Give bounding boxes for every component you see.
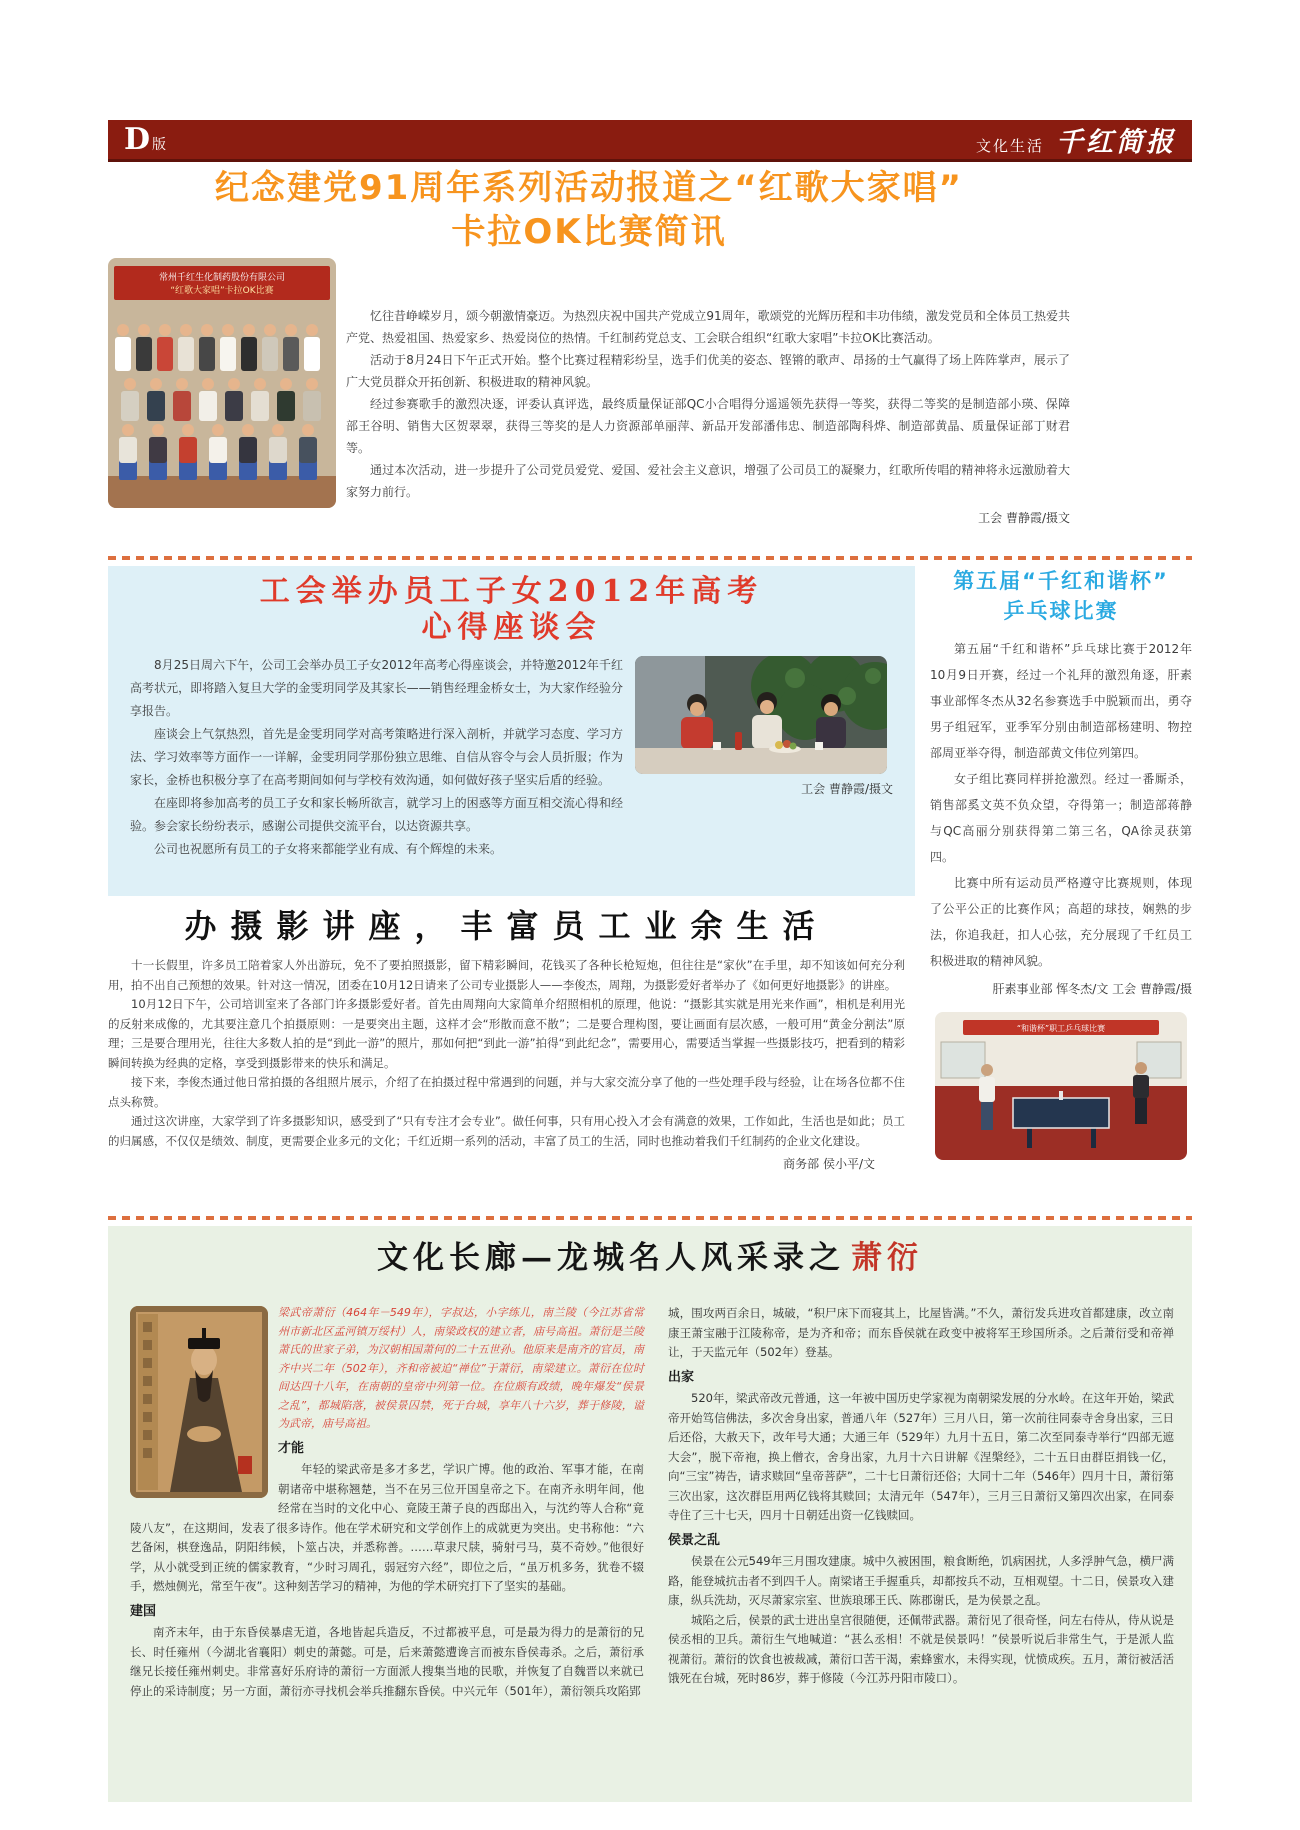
culture-intro: 梁武帝萧衍（464年－549年），字叔达，小字练儿，南兰陵（今江苏省常州市新北区孟河镇万绥村）人，南梁政权的建立者，庙号高祖。萧衍是兰陵萧氏的世家子弟，为汉朝相国萧何的二十五世孙。他原来是南齐的官员，南齐中兴二年（502年），齐和帝被迫“禅位”于萧衍，南梁建立。萧衍在位时间达四十八年，在南朝的皇帝中列第一位。在位颇有政绩，晚年爆发“侯景之乱”，都城陷落，被侯景囚禁，死于台城，享年八十六岁，葬于修陵，谥为武帝，庙号高祖。	[278, 1306, 644, 1430]
karaoke-article-body	[346, 305, 1070, 529]
gaokao-photo-block	[635, 656, 893, 801]
pingpong-article	[930, 566, 1192, 997]
photography-body	[108, 956, 905, 1151]
masthead-brand: 千红简报	[1056, 127, 1176, 158]
photography-paragraph-2: 10月12日下午，公司培训室来了各部门许多摄影爱好者。首先由周翔向大家简单介绍照相机的原理，他说：“摄影其实就是用光来作画”，相机是利用光的反射来成像的，尤其要注意几个拍摄原则：一是要突出主题，这样才会“形散而意不散”；二是要合理构图，要让画面有层次感，一般可用“黄金分割法”原理；三是要合理用光，往往大多数人拍的是“到此一游”的照片，那如何把“到此一游”拍得“到此纪念”，需要用心，需要适当掌握一些摄影技巧，把看到的精彩瞬间转换为经典的定格，享受到摄影带来的快乐和满足。	[108, 997, 905, 1070]
pingpong-banner-text: “和谐杯”职工乒乓球比赛	[1016, 1024, 1106, 1033]
culture-paragraph-talent: 年轻的梁武帝是多才多艺，学识广博。他的政治、军事才能，在南朝诸帝中堪称翘楚，当不在另三位开国皇帝之下。在南齐永明年间，他经常在当时的文化中心、竟陵王萧子良的西邸出入，与沈约等人合称“竟陵八友”，在这期间，发表了很多诗作。他在学术研究和文学创作上的成就更为突出。史书称他：“六艺备闲，棋登逸品，阴阳纬候，卜筮占决，并悉称善。……草隶尺牍，骑射弓马，莫不奇妙。”他很好学，从小就受到正统的儒家教育，“少时习周孔，弱冠穷六经”，即位之后，“虽万机多务，犹卷不辍手，燃烛侧光，常至午夜”。这种刻苦学习的精神，为他的学术研究打下了坚实的基础。	[130, 1462, 644, 1593]
gaokao-title	[108, 566, 915, 646]
gaokao-title-line1: 工会举办员工子女2012年高考	[259, 574, 764, 609]
karaoke-byline: 工会 曹静霞/摄文	[978, 511, 1070, 525]
pingpong-title	[930, 566, 1192, 626]
edition-label	[124, 122, 166, 157]
culture-left-column	[130, 1304, 644, 1701]
karaoke-banner-line1: 常州千红生化制药股份有限公司	[158, 273, 286, 283]
pingpong-body	[930, 636, 1192, 974]
karaoke-paragraph-2: 活动于8月24日下午正式开始。整个比赛过程精彩纷呈，选手们优美的姿态、铿锵的歌声、昂扬的士气赢得了场上阵阵掌声，展示了广大党员群众开拓创新、积极进取的精神风貌。	[346, 353, 1070, 389]
karaoke-group-photo	[108, 258, 336, 508]
karaoke-group-photo-image	[108, 258, 336, 508]
pingpong-photo-block	[935, 1012, 1187, 1160]
photography-title: 办摄影讲座，丰富员工业余生活	[184, 907, 829, 945]
gaokao-meeting-photo	[635, 656, 887, 774]
culture-title-black: 文化长廊—龙城名人风采录之	[377, 1240, 845, 1276]
gaokao-paragraph-1: 8月25日周六下午，公司工会举办员工子女2012年高考心得座谈会，并特邀2012年千红高考状元，即将踏入复旦大学的金雯玥同学及其家长——销售经理金桥女士，为大家作经验分享报告。	[130, 658, 623, 718]
gaokao-paragraph-3: 在座即将参加高考的员工子女和家长畅所欲言，就学习上的困惑等方面互相交流心得和经验。参会家长纷纷表示，感谢公司提供交流平台，以达资源共享。	[130, 796, 623, 833]
culture-heading-founding: 建国	[130, 1603, 157, 1619]
gaokao-article	[108, 566, 915, 896]
karaoke-headline	[108, 166, 1070, 254]
karaoke-paragraph-4: 通过本次活动，进一步提升了公司党员爱党、爱国、爱社会主义意识，增强了公司员工的凝聚力，红歌所传唱的精神将永远激励着大家努力前行。	[346, 463, 1070, 499]
pingpong-title-line1: 第五届“千红和谐杯”	[953, 569, 1169, 593]
karaoke-headline-line1: 纪念建党91周年系列活动报道之“红歌大家唱”	[214, 168, 963, 208]
culture-paragraph-houjing-1: 侯景在公元549年三月围攻建康。城中久被困围，粮食断绝，饥病困扰，人多浮肿气急，横尸满路，能登城抗击者不到四千人。南梁诸王手握重兵，却都按兵不动，互相观望。十二日，侯景攻入建康，纵兵洗劫，灭尽萧家宗室、世族琅琊王氏、陈郡谢氏，是为侯景之乱。	[668, 1554, 1174, 1607]
karaoke-banner-line2: “红歌大家唱”卡拉OK比赛	[170, 286, 274, 296]
culture-paragraph-houjing-2: 城陷之后，侯景的武士进出皇宫很随便，还佩带武器。萧衍见了很奇怪，问左右侍从，侍从说是侯丞相的卫兵。萧衍生气地喊道：“甚么丞相！不就是侯景吗！”侯景听说后非常生气，于是派人监视萧衍。萧衍的饮食也被裁减，萧衍口苦干渴，索蜂蜜水，未得实现，忧愤成疾。五月，萧衍被活活饿死在台城，死时86岁，葬于修陵（今江苏丹阳市陵口）。	[668, 1612, 1174, 1685]
karaoke-paragraph-1: 忆往昔峥嵘岁月，颂今朝激情豪迈。为热烈庆祝中国共产党成立91周年，歌颂党的光辉历程和丰功伟绩，激发党员和全体员工热爱共产党、热爱祖国、热爱家乡、热爱岗位的热情。千红制药党总支、工会联合组织“红歌大家唱”卡拉OK比赛活动。	[346, 309, 1070, 345]
photography-paragraph-4: 通过这次讲座，大家学到了许多摄影知识，感受到了“只有专注才会专业”。做任何事，只有用心投入才会有满意的效果，工作如此，生活也是如此；员工的归属感，不仅仅是绩效、制度，更需要企业多元的文化；千红近期一系列的活动，丰富了员工的生活，同时也推动着我们千红制药的企业文化建设。	[108, 1114, 905, 1148]
photography-paragraph-1: 十一长假里，许多员工陪着家人外出游玩，免不了要拍照摄影，留下精彩瞬间，花钱买了各种长枪短炮，但往往是“家伙”在手里，却不知该如何充分利用，拍不出自己预想的效果。针对这一情况，团委在10月12日请来了公司专业摄影人——李俊杰，周翔，为摄影爱好者举办了《如何更好地摄影》的讲座。	[108, 958, 905, 992]
photography-paragraph-3: 接下来，李俊杰通过他日常拍摄的各组照片展示，介绍了在拍摄过程中常遇到的问题，并与大家交流分享了他的一些处理手段与经验，让在场各位都不住点头称赞。	[108, 1075, 905, 1109]
culture-right-column	[668, 1304, 1174, 1689]
pingpong-paragraph-3: 比赛中所有运动员严格遵守比赛规则，体现了公平公正的比赛作风；高超的球技，娴熟的步法，你追我赶，扣人心弦，充分展现了千红员工积极进取的精神风貌。	[930, 876, 1192, 968]
edition-letter: D	[124, 122, 151, 157]
culture-paragraph-founding: 南齐末年，由于东昏侯暴虐无道，各地皆起兵造反，不过都被平息，可是最为得力的是萧衍的兄长、时任雍州（今湖北省襄阳）刺史的萧懿。可是，后来萧懿遭谗言而被东昏侯毒杀。之后，萧衍承继兄长接任雍州刺史。非常喜好乐府诗的萧衍一方面派人搜集当地的民歌，并恢复了自魏晋以来就已停止的采诗制度；另一方面，萧衍亦寻找机会举兵推翻东昏侯。中兴元年（501年），萧衍领兵攻陷郢	[130, 1625, 644, 1698]
pingpong-paragraph-2: 女子组比赛同样拼抢激烈。经过一番厮杀，销售部奚文英不负众望，夺得第一；制造部蒋静与QC高丽分别获得第二第三名，QA徐灵获第四。	[930, 772, 1192, 864]
gaokao-paragraph-2: 座谈会上气氛热烈，首先是金雯玥同学对高考策略进行深入剖析，并就学习态度、学习方法、学习效率等方面作一一详解，金雯玥同学那份独立思维、自信从容令与会人员折服；作为家长，金桥也积极分享了在高考期间如何与学校有效沟通，如何做好孩子坚实后盾的经验。	[130, 727, 623, 787]
karaoke-headline-line2: 卡拉OK比赛简讯	[451, 212, 727, 252]
page-header	[108, 120, 1192, 162]
pingpong-match-photo	[935, 1012, 1187, 1160]
karaoke-paragraph-3: 经过参赛歌手的激烈决逐，评委认真评选，最终质量保证部QC小合唱得分遥遥领先获得一等奖，获得二等奖的是制造部小瑛、保障部王谷明、销售大区贺翠翠，获得三等奖的是人力资源部单丽萍、新品开发部潘伟忠、制造部陶科烨、制造部黄晶、质量保证部丁财君等。	[346, 397, 1070, 455]
culture-heading-talent: 才能	[278, 1440, 305, 1456]
gaokao-body	[108, 646, 915, 861]
gaokao-paragraph-4: 公司也祝愿所有员工的子女将来都能学业有成、有个辉煌的未来。	[154, 842, 503, 856]
photography-article	[108, 906, 905, 1172]
gaokao-title-line2: 心得座谈会	[421, 610, 602, 645]
culture-paragraph-continuation: 城，围攻两百余日，城破，“积尸床下而寝其上，比屋皆满。”不久，萧衍发兵进攻首都建康，改立南康王萧宝融于江陵称帝，是为齐和帝；而东昏侯就在政变中被将军王珍国所杀。之后萧衍受和帝禅让，于天监元年（502年）登基。	[668, 1306, 1174, 1359]
dashed-divider-bottom	[108, 1216, 1192, 1220]
dashed-divider-top	[108, 556, 1192, 560]
section-label: 文化生活	[975, 137, 1044, 155]
culture-title-red: 萧衍	[851, 1240, 923, 1276]
culture-section	[108, 1226, 1192, 1802]
pingpong-byline: 肝素事业部 恽冬杰/文 工会 曹静霞/摄	[992, 982, 1192, 996]
xiaoyan-portrait	[130, 1306, 268, 1498]
culture-title	[108, 1226, 1192, 1278]
header-right	[976, 120, 1176, 159]
culture-heading-monkhood: 出家	[668, 1369, 695, 1385]
pingpong-title-line2: 乒乓球比赛	[1003, 599, 1119, 623]
xiaoyan-portrait-image	[130, 1306, 268, 1498]
pingpong-paragraph-1: 第五届“千红和谐杯”乒乓球比赛于2012年10月9日开赛，经过一个礼拜的激烈角逐，肝素事业部恽冬杰从32名参赛选手中脱颖而出，勇夺男子组冠军，亚季军分别由制造部杨建明、物控部周亚举夺得，制造部黄文伟位列第四。	[930, 642, 1192, 760]
edition-char: 版	[152, 137, 167, 153]
culture-paragraph-monkhood: 520年，梁武帝改元普通，这一年被中国历史学家视为南朝梁发展的分水岭。在这年开始，梁武帝开始笃信佛法，多次舍身出家，普通八年（527年）三月八日，第一次前往同泰寺舍身出家，三日后还俗，大赦天下，改年号大通；大通三年（529年）九月十五日，第二次至同泰寺举行“四部无遮大会”，脱下帝袍，换上僧衣，舍身出家，九月十六日讲解《涅槃经》，二十五日由群臣捐钱一亿，向“三宝”祷告，请求赎回“皇帝菩萨”，二十七日萧衍还俗；大同十二年（546年）四月十日，萧衍第三次出家，这次群臣用两亿钱将其赎回；太清元年（547年），三月三日萧衍又第四次出家，在同泰寺住了三十七天，四月十日朝廷出资一亿钱赎回。	[668, 1391, 1174, 1522]
gaokao-byline: 工会 曹静霞/摄文	[801, 782, 893, 796]
culture-heading-houjing: 侯景之乱	[668, 1532, 721, 1548]
photography-byline: 商务部 侯小平/文	[783, 1157, 875, 1171]
